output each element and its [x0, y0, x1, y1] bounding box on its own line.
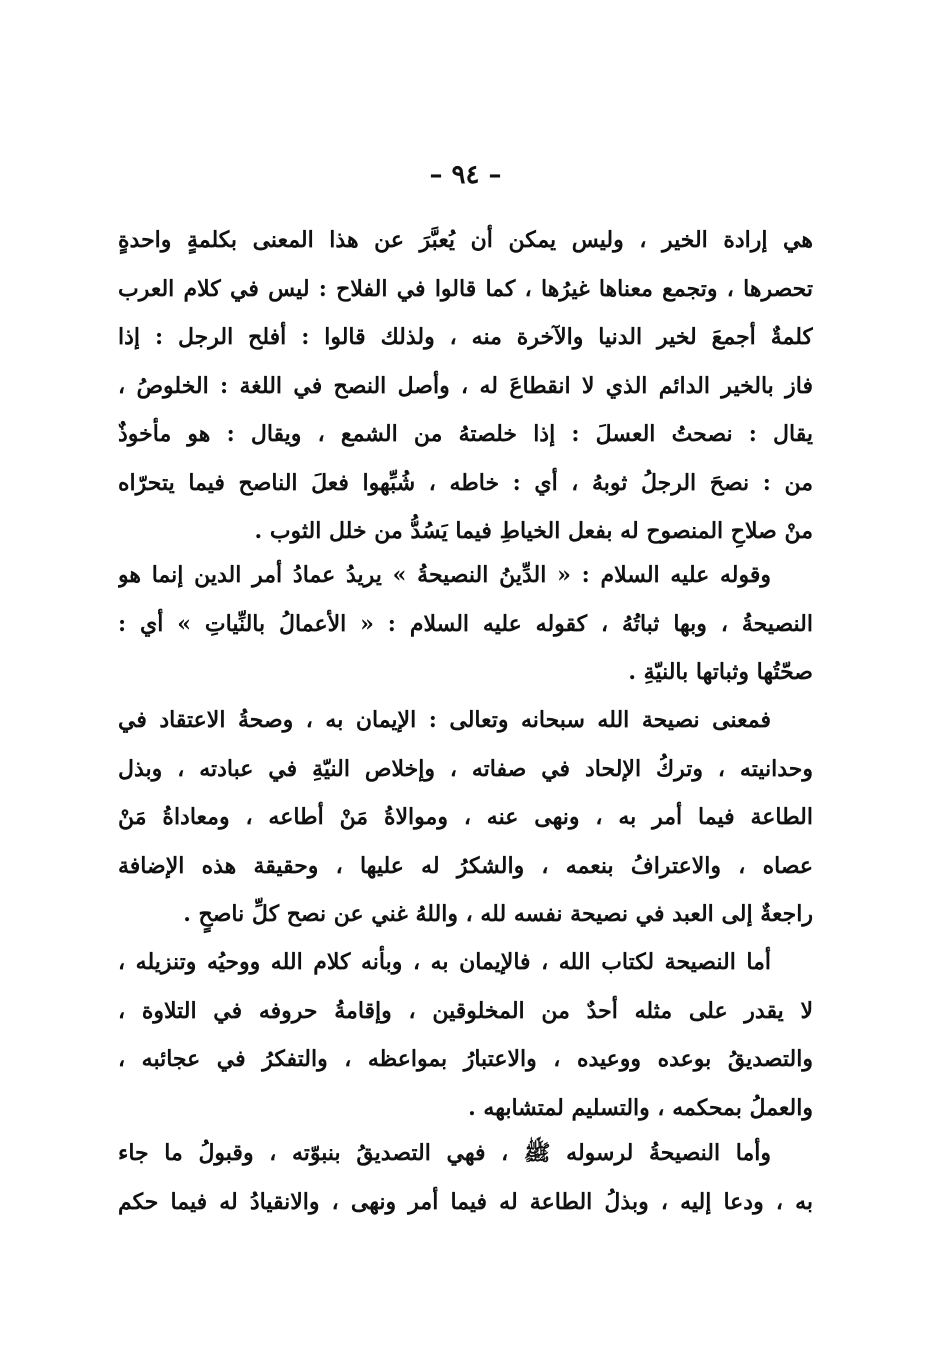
text-line: والتصديقُ بوعده ووعيده ، والاعتبارُ بمواعظه ، والتفكرُ في عجائبه ، [118, 1046, 813, 1072]
paragraph-nasiha-to-allah [118, 696, 813, 939]
text-line: كلمةٌ أجمعَ لخير الدنيا والآخرة منه ، ولذلك قالوا : أفلح الرجل : إذا [118, 324, 813, 350]
paragraph-nasiha-to-messenger [118, 1129, 813, 1226]
paragraph-definition-of-nasiha [118, 216, 813, 556]
text-line: الطاعة فيما أمر به ، ونهى عنه ، وموالاةُ مَنْ أطاعه ، ومعاداةُ مَنْ [118, 804, 813, 830]
text-line: والعملُ بمحكمه ، والتسليم لمتشابهه . [468, 1094, 813, 1121]
text-line: هي إرادة الخير ، وليس يمكن أن يُعبَّرَ عن هذا المعنى بكلمةٍ واحدةٍ [118, 227, 813, 253]
text-line: منْ صلاحِ المنصوح له بفعل الخياطِ فيما يَسُدُّ من خلل الثوب . [254, 518, 813, 544]
paragraph-nasiha-to-book [118, 938, 813, 1132]
paragraph-hadith-religion-is-nasiha [118, 551, 813, 697]
text-line: لا يقدر على مثله أحدٌ من المخلوقين ، وإقامةُ حروفه في التلاوة ، [118, 997, 813, 1024]
text-line: تحصرها ، وتجمع معناها غيرُها ، كما قالوا في الفلاح : ليس في كلام العرب [118, 275, 813, 302]
text-line: عصاه ، والاعترافُ بنعمه ، والشكرُ له عليها ، وحقيقة هذه الإضافة [118, 852, 813, 879]
text-line: صحّتُها وثباتها بالنيّةِ . [628, 659, 813, 685]
text-line: من : نصحَ الرجلُ ثوبهُ ، أي : خاطه ، شُبِّهوا فعلَ الناصح فيما يتحرّاه [118, 469, 813, 496]
page-number: – ٩٤ – [429, 160, 502, 190]
text-line: راجعةٌ إلى العبد في نصيحة نفسه لله ، واللهُ غني عن نصح كلِّ ناصحٍ . [183, 901, 813, 927]
text-line: أما النصيحة لكتاب الله ، فالإيمان به ، وبأنه كلام الله ووحيُه وتنزيله ، [118, 949, 772, 975]
text-line: فمعنى نصيحة الله سبحانه وتعالى : الإيمان به ، وصحةُ الاعتقاد في [118, 707, 771, 733]
text-line: به ، ودعا إليه ، وبذلُ الطاعة له فيما أمر ونهى ، والانقيادُ له فيما حكم [118, 1188, 813, 1215]
text-line: وأما النصيحةُ لرسوله ﷺ ، فهي التصديقُ بنبوّته ، وقبولُ ما جاء [118, 1140, 771, 1166]
text-line: النصيحةُ ، وبها ثباتُهُ ، كقوله عليه السلام : « الأعمالُ بالنِّياتِ » أي : [118, 610, 813, 637]
text-line: فاز بالخير الدائم الذي لا انقطاعَ له ، وأصل النصح في اللغة : الخلوصُ ، [118, 372, 813, 399]
text-line: وقوله عليه السلام : « الدِّينُ النصيحةُ » يريدُ عمادُ أمر الدين إنما هو [118, 562, 771, 588]
text-line: وحدانيته ، وتركُ الإلحاد في صفاته ، وإخلاص النيّةِ في عبادته ، وبذل [118, 755, 813, 782]
text-line: يقال : نصحتُ العسلَ : إذا خلصتهُ من الشمع ، ويقال : هو مأخوذٌ [118, 421, 813, 447]
